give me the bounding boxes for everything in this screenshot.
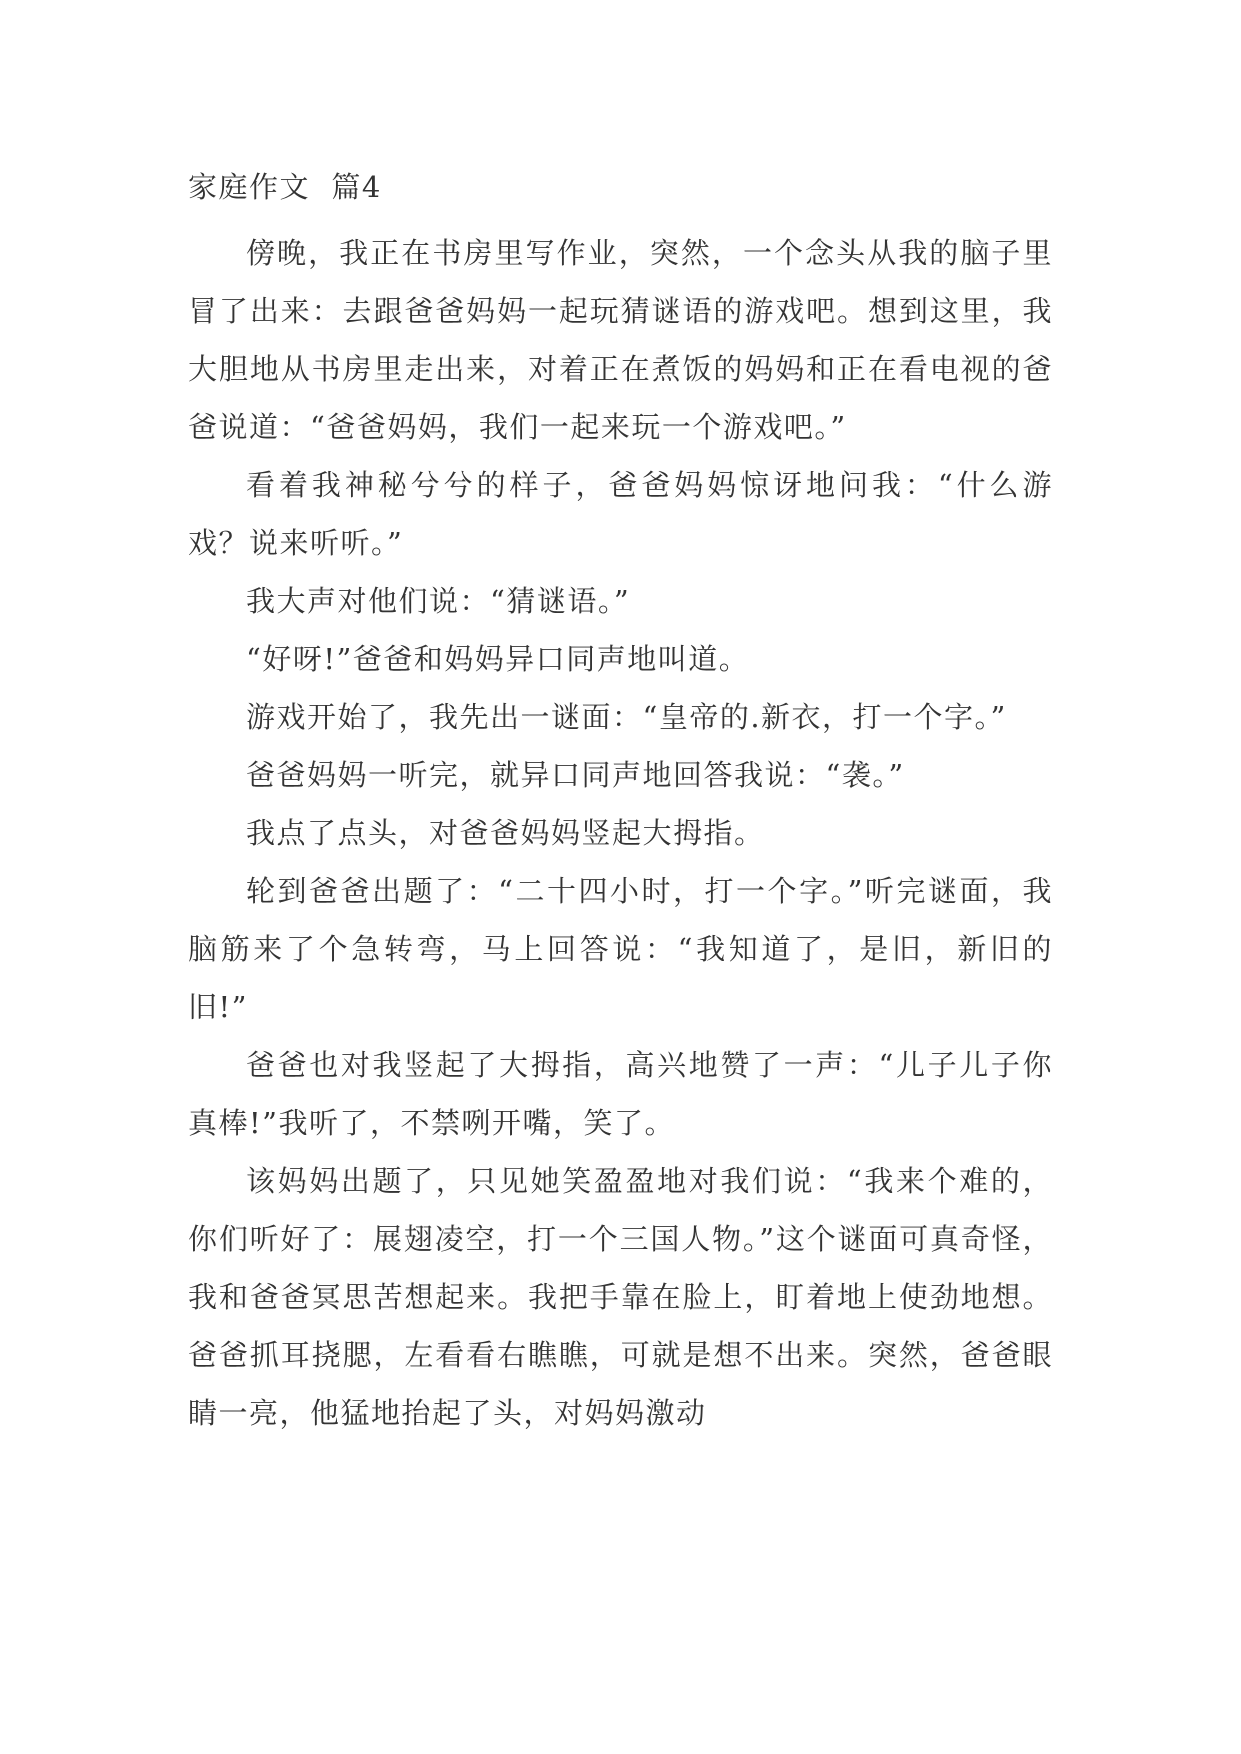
paragraph: 我点了点头，对爸爸妈妈竖起大拇指。 [246,816,765,850]
document-body [188,158,1053,1442]
document-title: 家庭作文 篇4 [188,170,382,204]
paragraph: 轮到爸爸出题了：“二十四小时，打一个字。”听完谜面，我脑筋来了个急转弯，马上回答说：“我知道了，是旧，新旧的旧!” [188,874,1053,1024]
paragraph: 爸爸妈妈一听完，就异口同声地回答我说：“袭。” [246,758,905,792]
paragraph: “好呀!”爸爸和妈妈异口同声地叫道。 [246,642,750,676]
paragraph: 看着我神秘兮兮的样子，爸爸妈妈惊讶地问我：“什么游戏？说来听听。” [188,468,1053,560]
paragraph: 我大声对他们说：“猜谜语。” [246,584,631,618]
paragraph: 该妈妈出题了，只见她笑盈盈地对我们说：“我来个难的，你们听好了：展翅凌空，打一个三国人物。”这个谜面可真奇怪，我和爸爸冥思苦想起来。我把手靠在脸上，盯着地上使劲地想。爸爸抓耳挠腮，左看看右瞧瞧，可就是想不出来。突然，爸爸眼睛一亮，他猛地抬起了头，对妈妈激动 [188,1164,1053,1430]
paragraph: 游戏开始了，我先出一谜面：“皇帝的.新衣，打一个字。” [246,700,1007,734]
paragraph: 爸爸也对我竖起了大拇指，高兴地赞了一声：“儿子儿子你真棒!”我听了，不禁咧开嘴，笑了。 [188,1048,1053,1140]
paragraph: 傍晚，我正在书房里写作业，突然，一个念头从我的脑子里冒了出来：去跟爸爸妈妈一起玩猜谜语的游戏吧。想到这里，我大胆地从书房里走出来，对着正在煮饭的妈妈和正在看电视的爸爸说道：“爸爸妈妈，我们一起来玩一个游戏吧。” [188,236,1053,444]
